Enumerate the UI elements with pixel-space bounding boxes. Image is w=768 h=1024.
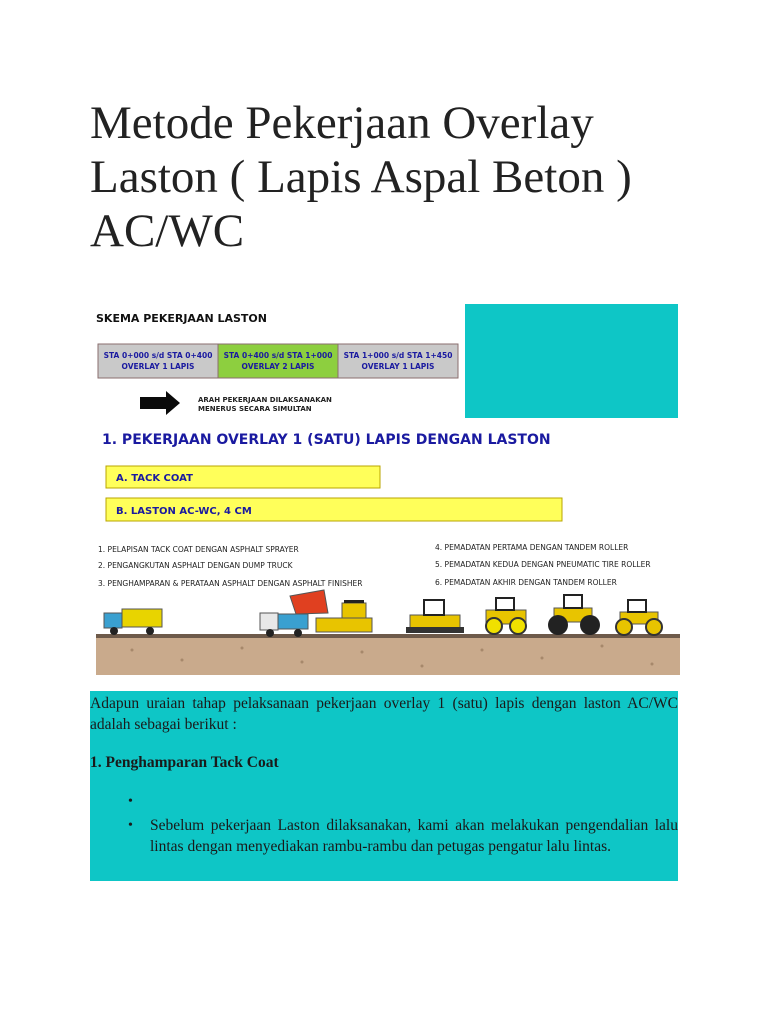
tack-coat-label: A. TACK COAT <box>116 473 193 484</box>
bullet-icon: • <box>128 818 133 833</box>
highlight-block <box>465 304 678 418</box>
segment-1-box <box>98 344 218 378</box>
step-4: 4. PEMADATAN PERTAMA DENGAN TANDEM ROLLER <box>435 543 629 552</box>
segment-3-range: STA 1+000 s/d STA 1+450 <box>343 351 453 360</box>
bullet-icon: • <box>128 794 133 809</box>
step-3: 3. PENGHAMPARAN & PERATAAN ASPHALT DENGAN ASPHALT FINISHER <box>98 579 363 588</box>
segment-3-type: OVERLAY 1 LAPIS <box>361 362 435 371</box>
section-title: 1. PEKERJAAN OVERLAY 1 (SATU) LAPIS DENGAN LASTON <box>102 432 551 448</box>
segment-3-box <box>338 344 458 378</box>
pneumatic-tire-roller-icon <box>486 598 526 634</box>
tire-roller-icon <box>548 595 600 635</box>
scheme-heading: SKEMA PEKERJAAN LASTON <box>96 312 267 325</box>
asphalt-sprayer-truck-icon <box>104 609 162 635</box>
segment-1-type: OVERLAY 1 LAPIS <box>121 362 195 371</box>
segment-2-range: STA 0+400 s/d STA 1+000 <box>223 351 333 360</box>
segment-2-box <box>218 344 338 378</box>
page-title: Metode Pekerjaan Overlay Laston ( Lapis Aspal Beton ) AC/WC <box>90 97 632 257</box>
intro-paragraph: Adapun uraian tahap pelaksanaan pekerjaan overlay 1 (satu) lapis dengan laston AC/WC adalah sebagai berikut : <box>90 695 678 733</box>
segment-2-type: OVERLAY 2 LAPIS <box>241 362 315 371</box>
step-1: 1. PELAPISAN TACK COAT DENGAN ASPHALT SPRAYER <box>98 545 299 554</box>
section-heading: 1. Penghamparan Tack Coat <box>90 754 279 771</box>
arrow-note-line-2: MENERUS SECARA SIMULTAN <box>198 405 312 413</box>
list-item <box>126 815 678 857</box>
list-item <box>126 791 678 815</box>
sta-segment-bar <box>98 344 458 378</box>
arrow-note-line-1: ARAH PEKERJAAN DILAKSANAKAN <box>198 396 332 404</box>
tandem-roller-icon <box>406 600 464 633</box>
direction-arrow-icon <box>140 391 180 415</box>
bullet-list <box>126 791 678 857</box>
road-ground <box>96 636 680 675</box>
step-5: 5. PEMADATAN KEDUA DENGAN PNEUMATIC TIRE ROLLER <box>435 560 651 569</box>
tandem-roller-final-icon <box>616 600 662 635</box>
laston-label: B. LASTON AC-WC, 4 CM <box>116 506 252 517</box>
step-2: 2. PENGANGKUTAN ASPHALT DENGAN DUMP TRUCK <box>98 561 293 570</box>
content-section <box>90 691 678 881</box>
step-6: 6. PEMADATAN AKHIR DENGAN TANDEM ROLLER <box>435 578 617 587</box>
bullet-text: Sebelum pekerjaan Laston dilaksanakan, kami akan melakukan pengendalian lalu lintas dengan menyediakan rambu-rambu dan petugas pengatur lalu lintas. <box>150 817 678 855</box>
segment-1-range: STA 0+000 s/d STA 0+400 <box>103 351 213 360</box>
